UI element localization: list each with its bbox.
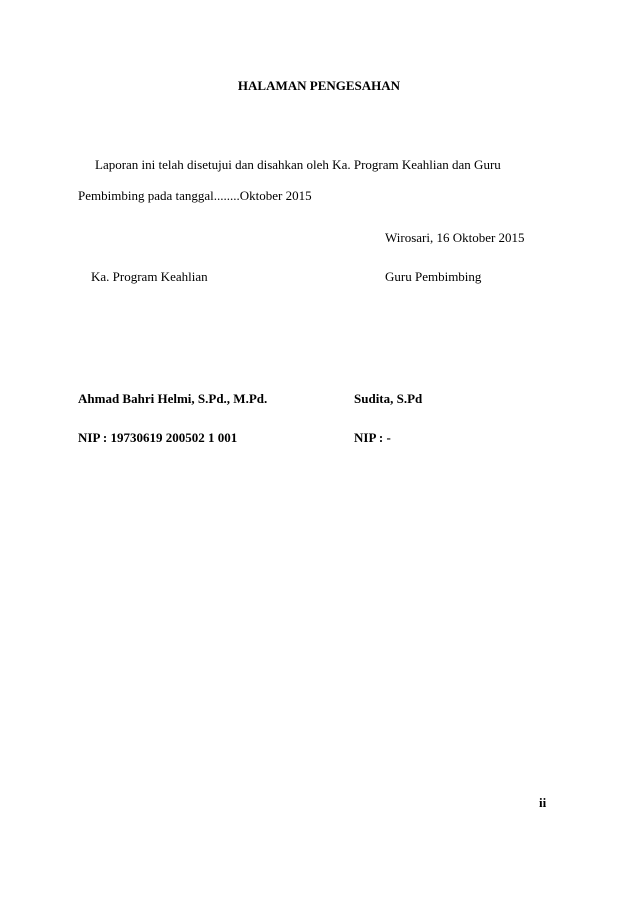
right-signatory-name: Sudita, S.Pd <box>354 391 423 406</box>
approval-paragraph-line-2: Pembimbing pada tanggal........Oktober 2015 <box>78 188 312 203</box>
approval-paragraph-line-1: Laporan ini telah disetujui dan disahkan oleh Ka. Program Keahlian dan Guru <box>95 157 501 172</box>
page-number: ii <box>539 795 547 810</box>
place-and-date: Wirosari, 16 Oktober 2015 <box>385 230 525 245</box>
left-signatory-nip: NIP : 19730619 200502 1 001 <box>78 430 238 445</box>
left-signatory-role: Ka. Program Keahlian <box>91 269 208 284</box>
right-signatory-nip: NIP : - <box>354 430 391 445</box>
page-title: HALAMAN PENGESAHAN <box>237 78 401 93</box>
left-signatory-name: Ahmad Bahri Helmi, S.Pd., M.Pd. <box>78 391 268 406</box>
right-signatory-role: Guru Pembimbing <box>385 269 482 284</box>
